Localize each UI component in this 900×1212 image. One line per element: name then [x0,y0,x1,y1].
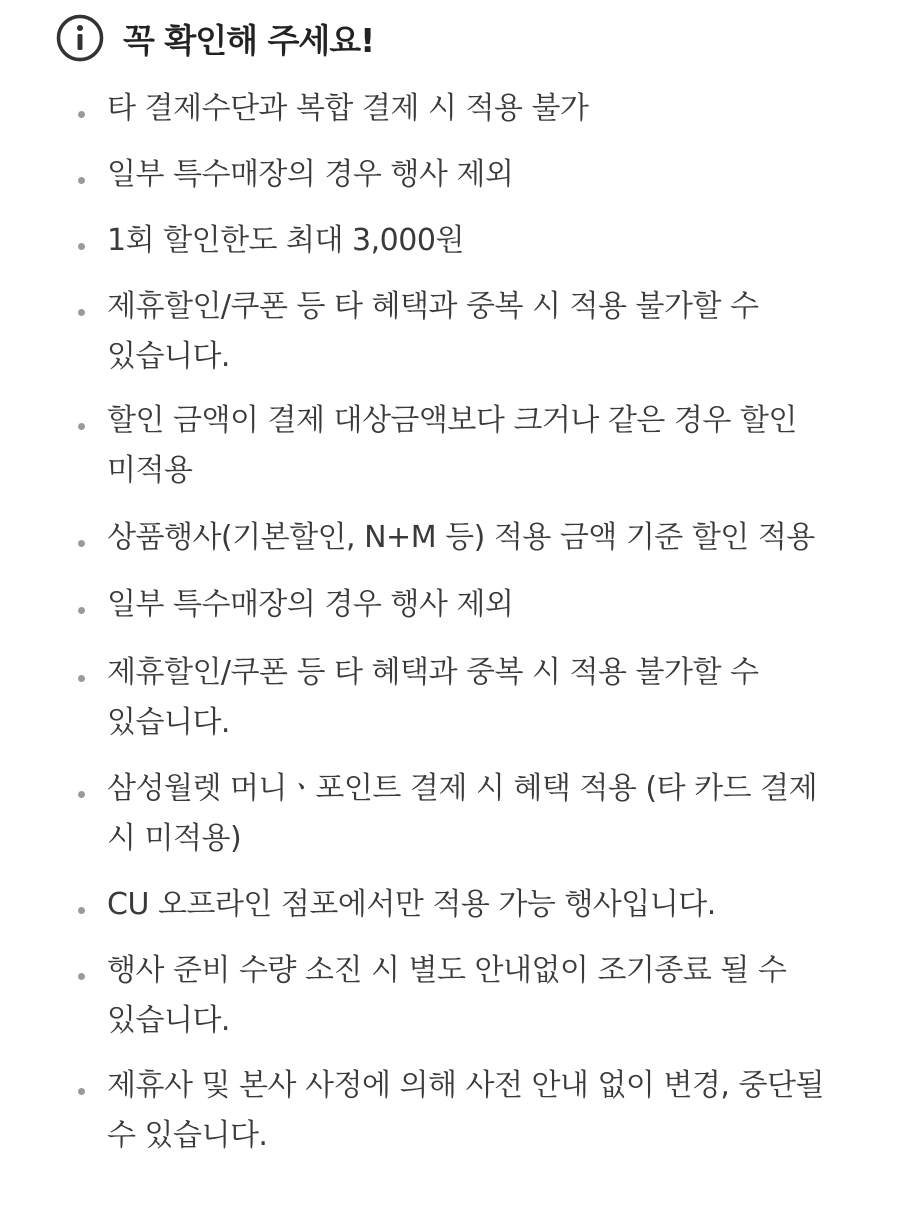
list-item-text: 제휴할인/쿠폰 등 타 혜택과 중복 시 적용 불가할 수 있습니다. [107,289,759,374]
info-circle-icon [55,13,105,63]
bullet-dot-icon [78,973,85,980]
list-item-text: 타 결제수단과 복합 결제 시 적용 불가 [107,91,589,126]
bullet-dot-icon [78,607,85,614]
bullet-dot-icon [78,423,85,430]
bullet-dot-icon [78,309,85,316]
notice-title: 꼭 확인해 주세요! [123,20,375,60]
list-item-text: 상품행사(기본할인, N+M 등) 적용 금액 기준 할인 적용 [107,520,815,555]
bullet-dot-icon [78,907,85,914]
bullet-dot-icon [78,111,85,118]
list-item-text: 1회 할인한도 최대 3,000원 [107,223,464,258]
list-item-text: 할인 금액이 결제 대상금액보다 크거나 같은 경우 할인 미적용 [107,403,797,488]
list-item-text: CU 오프라인 점포에서만 적용 가능 행사입니다. [107,887,716,922]
notice-header [55,12,374,64]
bullet-dot-icon [78,791,85,798]
list-item-text: 일부 특수매장의 경우 행사 제외 [107,587,514,622]
list-item-text: 일부 특수매장의 경우 행사 제외 [107,157,514,192]
list-item-text: 제휴할인/쿠폰 등 타 혜택과 중복 시 적용 불가할 수 있습니다. [107,655,759,740]
bullet-dot-icon [78,243,85,250]
bullet-dot-icon [78,1088,85,1095]
list-item-text: 제휴사 및 본사 사정에 의해 사전 안내 없이 변경, 중단될 수 있습니다. [107,1068,824,1153]
list-item-text: 행사 준비 수량 소진 시 별도 안내없이 조기종료 될 수 있습니다. [107,953,787,1038]
list-item-text: 삼성월렛 머니ㆍ포인트 결제 시 혜택 적용 (타 카드 결제 시 미적용) [107,771,818,856]
bullet-dot-icon [78,540,85,547]
bullet-dot-icon [78,177,85,184]
bullet-dot-icon [78,675,85,682]
